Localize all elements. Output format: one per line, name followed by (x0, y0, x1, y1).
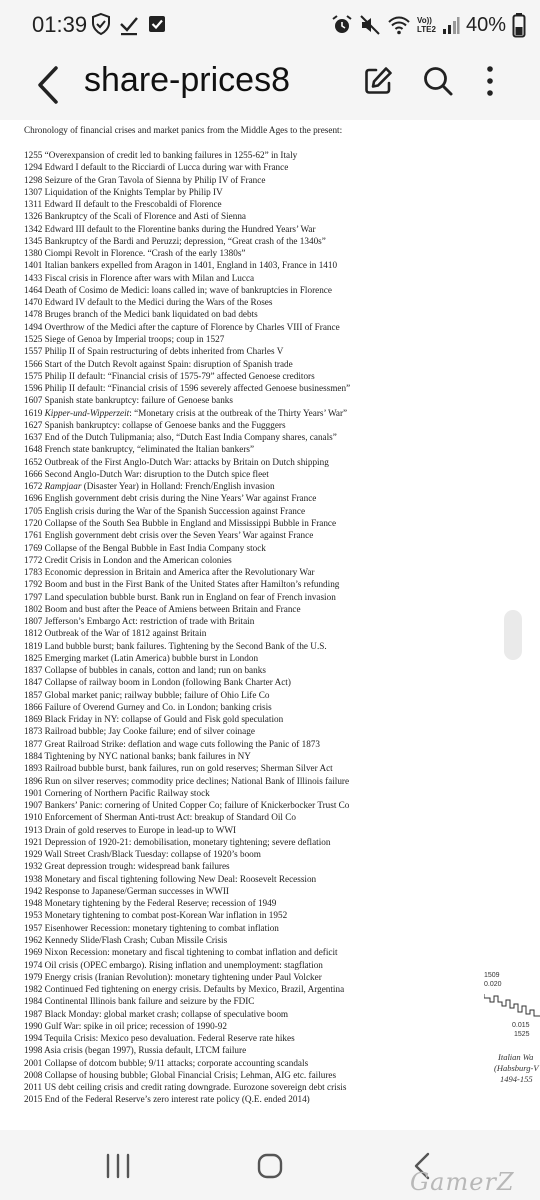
crisis-entry: 1957 Eisenhower Recession: monetary tightening to combat inflation (24, 922, 279, 933)
crisis-entry: 1401 Italian bankers expelled from Aragon in 1401, England in 1403, France in 1410 (24, 260, 338, 271)
crisis-entry: 2008 Collapse of housing bubble; Global Financial Crisis; Lehman, AIG etc. failures (24, 1069, 337, 1080)
more-vertical-icon[interactable] (478, 63, 502, 99)
crisis-entry: 1470 Edward IV default to the Medici during the Wars of the Roses (24, 297, 273, 308)
crisis-entry: 1494 Overthrow of the Medici after the capture of Florence by Charles VIII of France (24, 321, 340, 332)
crisis-entry: 1812 Outbreak of the War of 1812 against Britain (24, 628, 207, 639)
side-chart-fragment (480, 972, 540, 1102)
network-type-label (417, 16, 436, 34)
crisis-list (24, 149, 404, 1106)
status-bar (0, 0, 540, 50)
crisis-entry: 1929 Wall Street Crash/Black Tuesday: collapse of 1920’s boom (24, 849, 261, 860)
crisis-entry: 1696 English government debt crisis during the Nine Years’ War against France (24, 493, 317, 504)
crisis-entry: 1962 Kennedy Slide/Flash Crash; Cuban Missile Crisis (24, 935, 228, 945)
crisis-entry: 1705 English crisis during the War of the Spanish Succession against France (24, 505, 306, 516)
crisis-entry: 1433 Fiscal crisis in Florence after wars with Milan and Lucca (24, 272, 255, 283)
crisis-entry: 2011 US debt ceiling crisis and credit rating downgrade. Eurozone sovereign debt crisis (24, 1082, 347, 1093)
crisis-entry: 1307 Liquidation of the Knights Templar by Philip IV (24, 186, 223, 197)
crisis-entry: 1942 Response to Japanese/German successes in WWII (24, 885, 229, 896)
status-system-icons (331, 12, 526, 38)
chart-value-label: 0.015 (512, 1022, 530, 1029)
crisis-entry: 1884 Tightening by NYC national banks; bank failures in NY (24, 751, 251, 762)
chart-caption-line: (Habsburg-V (494, 1063, 539, 1073)
crisis-entry: 1901 Cornering of Northern Pacific Railway stock (24, 787, 210, 798)
crisis-entry: 1953 Monetary tightening to combat post-Korean War inflation in 1952 (24, 910, 288, 921)
shield-check-icon (90, 12, 112, 36)
crisis-entry: 1792 Boom and bust in the First Bank of the United States after Hamilton’s refunding (24, 579, 340, 590)
crisis-entry: 1761 English government debt crisis over the Seven Years’ War against France (24, 530, 314, 541)
price-line (484, 992, 540, 1018)
crisis-entry: 1987 Black Monday: global market crash; collapse of speculative boom (24, 1008, 289, 1019)
crisis-entry: 1326 Bankruptcy of the Scali of Florence and Asti of Sienna (24, 211, 246, 222)
status-time: 01:39 (32, 12, 88, 37)
crisis-entry: 1478 Bruges branch of the Medici bank liquidated on bad debts (24, 309, 258, 320)
download-done-icon (118, 12, 140, 36)
app-bar (0, 50, 540, 120)
crisis-entry: 1345 Bankruptcy of the Bardi and Peruzzi; depression, “Great crash of the 1340s” (24, 235, 326, 246)
crisis-entry: 1298 Seizure of the Gran Tavola of Sienna by Philip IV of France (24, 174, 266, 185)
wifi-icon (387, 13, 411, 37)
crisis-entry: 1994 Tequila Crisis: Mexico peso devaluation. Federal Reserve rate hikes (24, 1033, 295, 1044)
crisis-entry (24, 407, 404, 419)
entry-term: Kipper-und-Wipperzeit (44, 407, 130, 418)
mute-icon (359, 13, 381, 37)
crisis-entry: 1648 French state bankruptcy, “eliminated the Italian bankers” (24, 444, 255, 455)
signal-strength-icon (442, 14, 460, 36)
crisis-entry: 1921 Depression of 1920-21: demobilisation, monetary tightening; severe deflation (24, 836, 331, 847)
entry-year: 1619 (24, 407, 43, 418)
crisis-entry: 1913 Drain of gold reserves to Europe in lead-up to WWI (24, 824, 237, 835)
crisis-entry: 1984 Continental Illinois bank failure and seizure by the FDIC (24, 996, 255, 1007)
crisis-entry: 1637 End of the Dutch Tulipmania; also, “Dutch East India Company shares, canals” (24, 432, 337, 443)
crisis-entry: 2015 End of the Federal Reserve’s zero interest rate policy (Q.E. ended 2014) (24, 1094, 310, 1105)
crisis-entry: 1802 Boom and bust after the Peace of Amiens between Britain and France (24, 603, 301, 614)
crisis-entry: 1825 Emerging market (Latin America) bubble burst in London (24, 652, 259, 663)
crisis-entry: 1311 Edward II default to the Frescobaldi of Florence (24, 199, 222, 210)
crisis-entry: 1869 Black Friday in NY: collapse of Gould and Fisk gold speculation (24, 714, 284, 725)
entry-description: : “Monetary crisis at the outbreak of the Thirty Years’ War” (129, 407, 348, 418)
crisis-entry: 1380 Ciompi Revolt in Florence. “Crash of the early 1380s” (24, 248, 246, 259)
home-icon[interactable] (250, 1148, 290, 1184)
crisis-entry: 1873 Railroad bubble; Jay Cooke failure; end of silver coinage (24, 726, 255, 737)
crisis-entry: 1877 Great Railroad Strike: deflation and wage cuts following the Panic of 1873 (24, 738, 320, 749)
crisis-entry: 1652 Outbreak of the First Anglo-Dutch War: attacks by Britain on Dutch shipping (24, 456, 329, 467)
crisis-entry: 1847 Collapse of railway boom in London (following Bank Charter Act) (24, 677, 291, 688)
crisis-entry: 1893 Railroad bubble burst, bank failures, run on gold reserves; Sherman Silver Act (24, 763, 333, 774)
crisis-entry: 1974 Oil crisis (OPEC embargo). Rising inflation and unemployment: stagflation (24, 959, 323, 970)
entry-term: Rampjaar (44, 481, 82, 492)
chart-year-label: 1509 (484, 972, 500, 979)
crisis-entry: 1990 Gulf War: spike in oil price; recession of 1990-92 (24, 1020, 227, 1031)
chart-value-label: 0.020 (484, 981, 502, 988)
crisis-entry: 1866 Failure of Overend Gurney and Co. in London; banking crisis (24, 701, 272, 712)
crisis-entry: 1525 Siege of Genoa by Imperial troops; coup in 1527 (24, 333, 225, 344)
crisis-entry: 1607 Spanish state bankruptcy: failure of Genoese banks (24, 395, 233, 406)
alarm-icon (331, 13, 353, 37)
battery-icon (512, 12, 526, 38)
crisis-entry: 1294 Edward I default to the Ricciardi of Lucca during war with France (24, 162, 289, 173)
crisis-entry: 1932 Great depression trough: widespread bank failures (24, 861, 230, 872)
crisis-entry: 1769 Collapse of the Bengal Bubble in East India Company stock (24, 542, 266, 553)
chart-caption (494, 1052, 539, 1085)
scroll-handle[interactable] (504, 610, 522, 660)
volte-label: Vo)) (417, 16, 432, 25)
crisis-entry: 1783 Economic depression in Britain and America after the Revolutionary War (24, 567, 315, 578)
document-view[interactable] (0, 120, 540, 1130)
recent-apps-icon[interactable] (98, 1148, 138, 1184)
crisis-entry (24, 480, 404, 492)
status-notification-icons (90, 12, 168, 36)
chart-caption-line: 1494-155 (500, 1074, 533, 1084)
crisis-entry: 1464 Death of Cosimo de Medici: loans called in; wave of bankruptcies in Florence (24, 284, 332, 295)
lte-label: LTE2 (417, 25, 436, 34)
crisis-entry: 1666 Second Anglo-Dutch War: disruption to the Dutch spice fleet (24, 468, 269, 479)
crisis-entry: 1720 Collapse of the South Sea Bubble in England and Mississippi Bubble in France (24, 517, 337, 528)
entry-year: 1672 (24, 481, 43, 492)
crisis-entry: 1907 Bankers’ Panic: cornering of United Copper Co; failure of Knickerbocker Trust Co (24, 800, 350, 811)
crisis-entry: 1837 Collapse of bubbles in canals, cotton and land; run on banks (24, 665, 266, 676)
crisis-entry: 1627 Spanish bankruptcy: collapse of Genoese banks and the Fugggers (24, 419, 286, 430)
crisis-entry: 1575 Philip II default: “Financial crisis of 1575-79” affected Genoese creditors (24, 370, 315, 381)
crisis-entry: 1596 Philip II default: “Financial crisis of 1596 severely affected Genoese businessmen” (24, 383, 351, 394)
crisis-entry: 1969 Nixon Recession: monetary and fiscal tightening to combat inflation and deficit (24, 947, 338, 958)
checkbox-checked-icon (146, 12, 168, 36)
crisis-entry: 1910 Enforcement of Sherman Anti-trust Act: breakup of Standard Oil Co (24, 812, 296, 823)
crisis-entry: 1896 Run on silver reserves; commodity price declines; National Bank of Illinois failure (24, 775, 350, 786)
crisis-entry: 1938 Monetary and fiscal tightening following New Deal: Roosevelt Recession (24, 873, 317, 884)
crisis-entry: 1772 Credit Crisis in London and the American colonies (24, 554, 232, 565)
document-intro: Chronology of financial crises and market panics from the Middle Ages to the present: (24, 125, 343, 135)
battery-level: 40% (465, 13, 506, 36)
chart-caption-line: Italian Wa (498, 1052, 534, 1062)
back-arrow-icon[interactable] (30, 62, 70, 108)
crisis-entry: 1979 Energy crisis (Iranian Revolution): monetary tightening under Paul Volcker (24, 971, 322, 982)
crisis-entry: 1557 Philip II of Spain restructuring of debts inherited from Charles V (24, 346, 284, 357)
crisis-entry: 1807 Jefferson’s Embargo Act: restriction of trade with Britain (24, 616, 255, 627)
document-title: share-prices8 (84, 61, 290, 99)
crisis-entry: 1342 Edward III default to the Florentine banks during the Hundred Years’ War (24, 223, 316, 234)
crisis-entry: 1797 Land speculation bubble burst. Bank run in England on fear of French invasion (24, 591, 336, 602)
entry-description: (Disaster Year) in Holland: French/English invasion (81, 481, 275, 492)
crisis-entry: 1998 Asia crisis (began 1997), Russia default, LTCM failure (24, 1045, 247, 1056)
edit-icon[interactable] (362, 65, 394, 97)
search-icon[interactable] (422, 65, 454, 97)
document-text (24, 124, 404, 1106)
watermark-text: GamerZ (410, 1168, 515, 1196)
crisis-entry: 1982 Continued Fed tightening on energy crisis. Defaults by Mexico, Brazil, Argentina (24, 984, 345, 995)
crisis-entry: 1255 “Overexpansion of credit led to banking failures in 1255-62” in Italy (24, 150, 298, 160)
crisis-entry: 2001 Collapse of dotcom bubble; 9/11 attacks; corporate accounting scandals (24, 1057, 309, 1068)
crisis-entry: 1948 Monetary tightening by the Federal Reserve; recession of 1949 (24, 898, 277, 909)
crisis-entry: 1819 Land bubble burst; bank failures. Tightening by the Second Bank of the U.S. (24, 640, 327, 651)
chart-year-label: 1525 (514, 1031, 530, 1038)
crisis-entry: 1566 Start of the Dutch Revolt against Spain: disruption of Spanish trade (24, 358, 293, 369)
crisis-entry: 1857 Global market panic; railway bubble; failure of Ohio Life Co (24, 689, 270, 700)
